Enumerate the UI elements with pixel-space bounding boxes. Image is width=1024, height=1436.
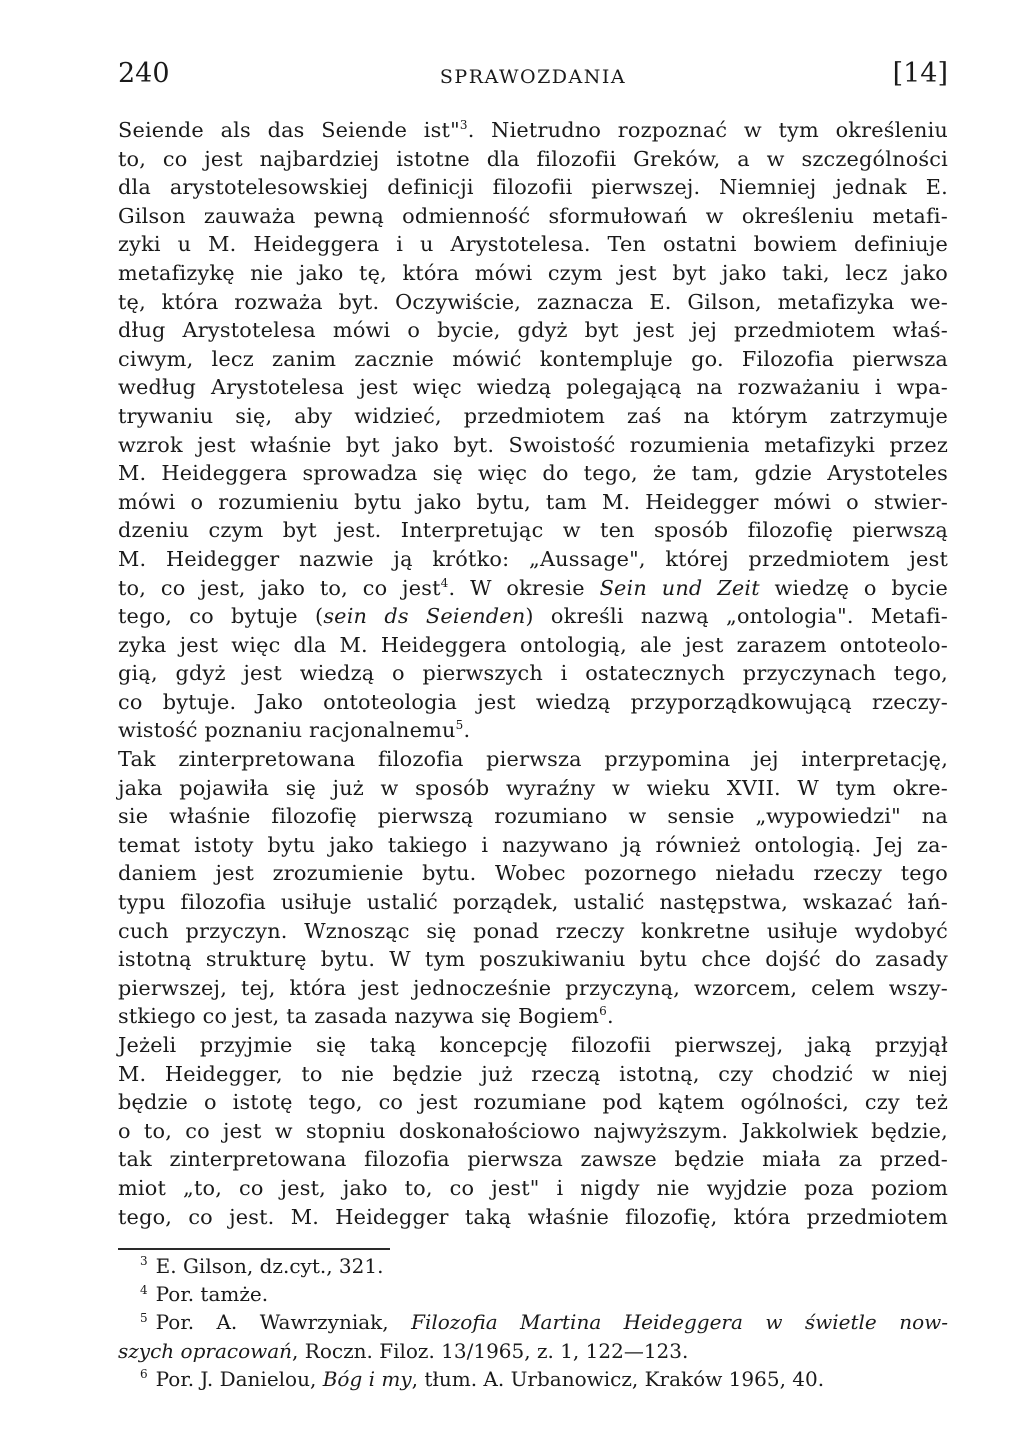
text-line [118,631,948,660]
text-line [118,345,948,374]
text-run: będzie o istotę tego, co jest rozumiane pod kątem ogólności, czy też [118,1090,948,1115]
text-line [118,1174,948,1203]
text-line [118,659,948,688]
text-line [118,1145,948,1174]
italic-text: Sein und Zeit [599,575,760,600]
text-run: Gilson zauważa pewną odmienność sformułowań w określeniu metafi- [118,203,948,228]
text-line [118,888,948,917]
text-line [118,802,948,831]
text-line [118,574,948,603]
text-run: M. Heidegger, to nie będzie już rzeczą istotną, czy chodzić w niej [118,1061,948,1086]
text-line [118,1088,948,1117]
text-line [118,716,948,745]
text-run: , tłum. A. Urbanowicz, Kraków 1965, 40. [411,1366,825,1391]
text-run: Por. tamże. [155,1282,269,1307]
italic-text: sein ds Seienden [323,604,526,629]
text-run: jaka pojawiła się już w sposób wyraźny w wieku XVII. W tym okre- [118,775,948,800]
text-run: M. Heidegger nazwie ją krótko: „Aussage", której przedmiotem jest [118,546,948,571]
text-line [118,831,948,860]
text-run: tak zinterpretowana filozofia pierwsza zawsze będzie miała za przed- [118,1147,948,1172]
text-line [118,1060,948,1089]
page-number: 240 [118,58,170,89]
text-run: Tak zinterpretowana filozofia pierwsza przypomina jej interpretację, [118,747,948,772]
body-text [118,116,948,1231]
text-line [118,917,948,946]
text-line [118,1002,948,1031]
text-line [118,859,948,888]
text-line [118,259,948,288]
footnote [140,1308,948,1336]
text-line [118,145,948,174]
text-run: dla arystotelesowskiej definicji filozofii pierwszej. Niemniej jednak E. [118,175,948,200]
section-number: [14] [892,58,948,89]
text-run: metafizykę nie jako tę, która mówi czym jest byt jako taki, lecz jako [118,260,948,285]
text-run: według Arystotelesa jest więc wiedzą polegającą na rozważaniu i wpa- [118,375,948,400]
text-run: , Roczn. Filoz. 13/1965, z. 1, 122—123. [292,1338,689,1363]
running-title: SPRAWOZDANIA [439,66,627,88]
text-line [118,1203,948,1232]
text-line [118,373,948,402]
text-run: temat istoty bytu jako takiego i nazywano ją również ontologią. Jej za- [118,832,948,857]
italic-text: Filozofia Martina Heideggera w świetle now- [411,1310,948,1335]
footnote-reference: 6 [599,1004,607,1019]
text-line [118,745,948,774]
footnote-reference: 3 [459,118,468,133]
text-line [118,402,948,431]
text-run: miot „to, co jest, jako to, co jest" i nigdy nie wyjdzie poza poziom [118,1175,948,1200]
text-run: . Nietrudno rozpoznać w tym określeniu [467,118,949,142]
text-run: o to, co jest w stopniu doskonałościowo najwyższym. Jakkolwiek będzie, [118,1118,948,1143]
text-run: tę, która rozważa byt. Oczywiście, zaznacza E. Gilson, metafizyka we- [118,289,948,314]
footnote [140,1252,948,1280]
text-run: daniem jest zrozumienie bytu. Wobec pozornego nieładu rzeczy tego [118,861,948,886]
text-run: stkiego co jest, ta zasada nazywa się Bogiem [118,1004,600,1029]
text-line [118,288,948,317]
text-run: E. Gilson, dz.cyt., 321. [155,1254,384,1278]
text-line [118,459,948,488]
text-line [118,1117,948,1146]
text-line [118,516,948,545]
text-run: wistość poznaniu racjonalnemu [118,718,456,743]
text-run: zyki u M. Heideggera i u Arystotelesa. Ten ostatni bowiem definiuje [118,232,948,257]
text-line [118,431,948,460]
text-line [118,945,948,974]
text-run: cuch przyczyn. Wznosząc się ponad rzeczy konkretne usiłuje wydobyć [118,918,948,943]
text-run: ) określi nazwą „ontologia". Metafi- [525,604,948,629]
footnote-number: 6 [140,1367,148,1382]
text-run: wzrok jest właśnie byt jako byt. Swoistość rozumienia metafizyki przez [118,432,948,457]
footnote-number: 5 [140,1310,148,1325]
text-run: istotną strukturę bytu. W tym poszukiwaniu bytu chce dojść do zasady [118,947,948,972]
text-run: . [606,1004,614,1029]
text-run: pierwszej, tej, która jest jednocześnie przyczyną, wzorcem, celem wszy- [118,975,948,1000]
text-run: dzeniu czym byt jest. Interpretując w ten sposób filozofię pierwszą [118,518,948,543]
text-line [118,230,948,259]
text-run: sie właśnie filozofię pierwszą rozumiano w sensie „wypowiedzi" na [118,804,948,829]
text-line [118,545,948,574]
text-run: . [463,718,471,743]
footnote-number: 4 [140,1282,148,1297]
text-run: ciwym, lecz zanim zacznie mówić kontempluje go. Filozofia pierwsza [118,346,948,371]
text-run: wiedzę o bycie [759,575,948,600]
text-run: Por. J. Danielou, [155,1366,323,1391]
text-line [118,602,948,631]
text-run: Por. A. Wawrzyniak, [155,1310,412,1335]
text-line [118,316,948,345]
footnotes [118,1252,948,1393]
text-line [118,774,948,803]
text-run: to, co jest najbardziej istotne dla filozofii Greków, a w szczególności [118,146,948,171]
text-run: to, co jest, jako to, co jest [118,575,441,600]
footnote-number: 3 [140,1254,148,1269]
text-run: M. Heideggera sprowadza się więc do tego, że tam, gdzie Arystoteles [118,461,948,486]
text-line [118,173,948,202]
footnote [140,1280,948,1308]
text-run: tego, co bytuje ( [118,604,324,629]
text-run: Jeżeli przyjmie się taką koncepcję filozofii pierwszej, jaką przyjął [118,1033,948,1057]
footnote-separator [118,1248,390,1250]
text-run: . W okresie [448,575,600,600]
page-header [118,58,948,98]
text-run: gią, gdyż jest wiedzą o pierwszych i ostatecznych przyczynach tego, [118,661,948,686]
footnote [118,1337,948,1365]
text-run: tego, co jest. M. Heidegger taką właśnie filozofię, która przedmiotem [118,1204,948,1229]
text-line [118,116,948,145]
text-line [118,202,948,231]
text-line [118,688,948,717]
italic-text: szych opracowań [118,1338,293,1363]
text-run: trywaniu się, aby widzieć, przedmiotem zaś na którym zatrzymuje [118,403,948,428]
text-run: dług Arystotelesa mówi o bycie, gdyż byt jest jej przedmiotem właś- [118,318,948,343]
text-run: zyka jest więc dla M. Heideggera ontologią, ale jest zarazem ontoteolo- [118,632,948,657]
footnote-reference: 4 [440,575,449,590]
text-run: co bytuje. Jako ontoteologia jest wiedzą przyporządkowującą rzeczy- [118,689,948,714]
text-line [118,974,948,1003]
text-run: mówi o rozumieniu bytu jako bytu, tam M. Heidegger mówi o stwier- [118,489,948,514]
footnote-reference: 5 [455,718,464,733]
text-run: typu filozofia usiłuje ustalić porządek, ustalić następstwa, wskazać łań- [118,890,948,915]
text-run: Seiende als das Seiende ist" [118,118,460,142]
italic-text: Bóg i my [322,1366,412,1391]
text-line [118,488,948,517]
text-line [118,1031,948,1060]
footnote [140,1365,948,1393]
